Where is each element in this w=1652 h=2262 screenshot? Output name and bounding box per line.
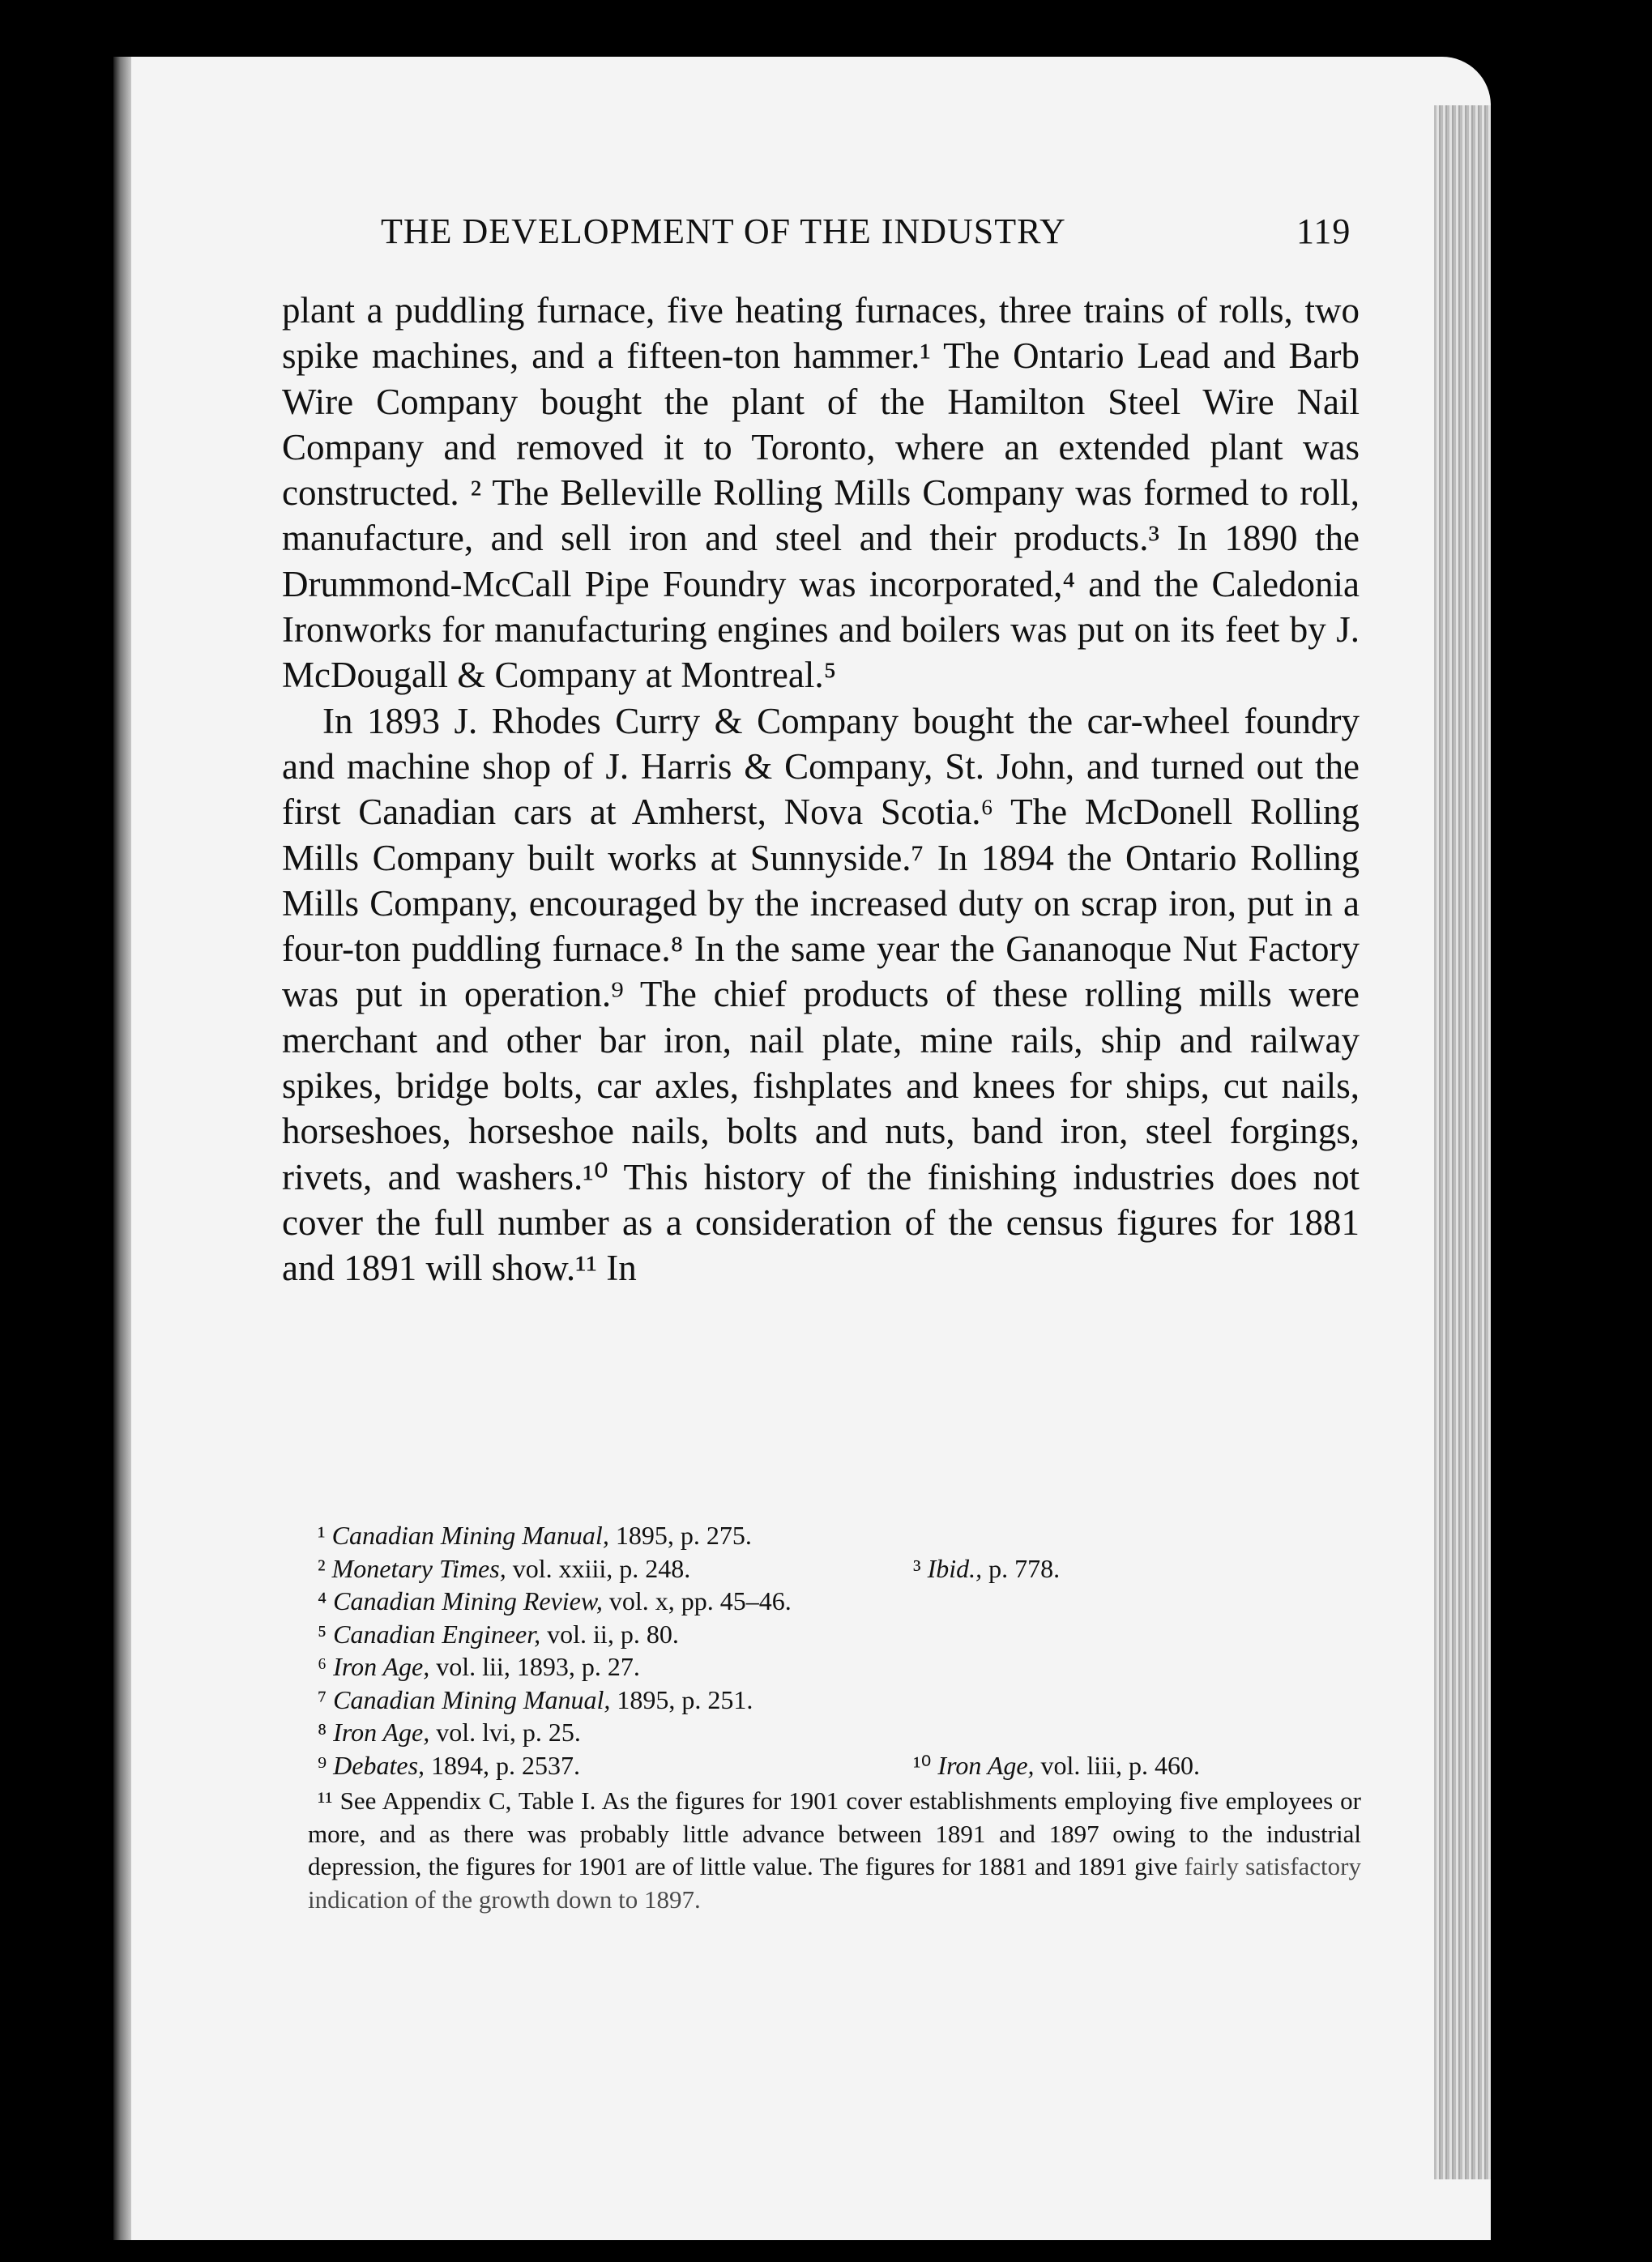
running-title: THE DEVELOPMENT OF THE INDUSTRY bbox=[381, 211, 1066, 251]
book-page bbox=[113, 57, 1491, 2240]
body-text bbox=[282, 288, 1360, 1291]
paragraph: plant a puddling furnace, five heating furnaces, three trains of rolls, two spike machines, and a fifteen-ton hammer.¹ The Ontario Lead and Barb Wire Company bought the plant of the Hamilton Steel Wire Nail Company and removed it to Toronto, where an extended plant was constructed. ² The Belleville Rolling Mills Company was formed to roll, manufacture, and sell iron and steel and their products.³ In 1890 the Drummond-McCall Pipe Foundry was incorporated,⁴ and the Caledonia Ironworks for manufacturing engines and boilers was put on its feet by J. McDougall & Company at Montreal.⁵ bbox=[282, 290, 1360, 696]
footnote: ⁹ Debates, 1894, p. 2537. ¹⁰ Iron Age, vol. liii, p. 460. bbox=[318, 1750, 1200, 1780]
page-number: 119 bbox=[1296, 211, 1351, 251]
footnote: ⁸ Iron Age, vol. lvi, p. 25. bbox=[318, 1718, 581, 1747]
paragraph: In 1893 J. Rhodes Curry & Company bought the car-wheel foundry and machine shop of J. Harris & Company, St. John, and turned out the first Canadian cars at Amherst, Nova Scotia.⁶ The McDonell Rolling Mills Company built works at Sunnyside.⁷ In 1894 the Ontario Rolling Mills Company, encouraged by the increased duty on scrap iron, put in a four-ton puddling furnace.⁸ In the same year the Gananoque Nut Factory was put in operation.⁹ The chief products of these rolling mills were merchant and other bar iron, nail plate, mine rails, ship and railway spikes, bridge bolts, car axles, fishplates and knees for ships, cut nails, horseshoes, horseshoe nails, bolts and nuts, band iron, steel forgings, rivets, and washers.¹⁰ This history of the finishing industries does not cover the full number as a consideration of the census figures for 1881 and 1891 will show.¹¹ In bbox=[282, 700, 1360, 1289]
footnote-long: ¹¹ See Appendix C, Table I. As the figures for 1901 cover establishments employing five employees or more, and as there was probably little advance between 1891 and 1897 owing to the industrial depression, the figures for 1901 are of little value. The figures for 1881 and 1891 give fairly satisfactory indication of the growth down to 1897. bbox=[308, 1786, 1361, 1914]
footnote: ² Monetary Times, vol. xxiii, p. 248. ³ Ibid., p. 778. bbox=[318, 1553, 1061, 1583]
footnote: ⁶ Iron Age, vol. lii, 1893, p. 27. bbox=[318, 1652, 640, 1681]
page-edge bbox=[1434, 105, 1491, 2179]
footnotes bbox=[308, 1519, 1361, 1916]
footnote: ⁵ Canadian Engineer, vol. ii, p. 80. bbox=[318, 1619, 679, 1649]
footnote: ¹ Canadian Mining Manual, 1895, p. 275. bbox=[318, 1521, 752, 1550]
footnote: ⁷ Canadian Mining Manual, 1895, p. 251. bbox=[318, 1684, 753, 1714]
footnote: ⁴ Canadian Mining Review, vol. x, pp. 45–46. bbox=[318, 1586, 792, 1615]
page-gutter bbox=[113, 57, 131, 2240]
